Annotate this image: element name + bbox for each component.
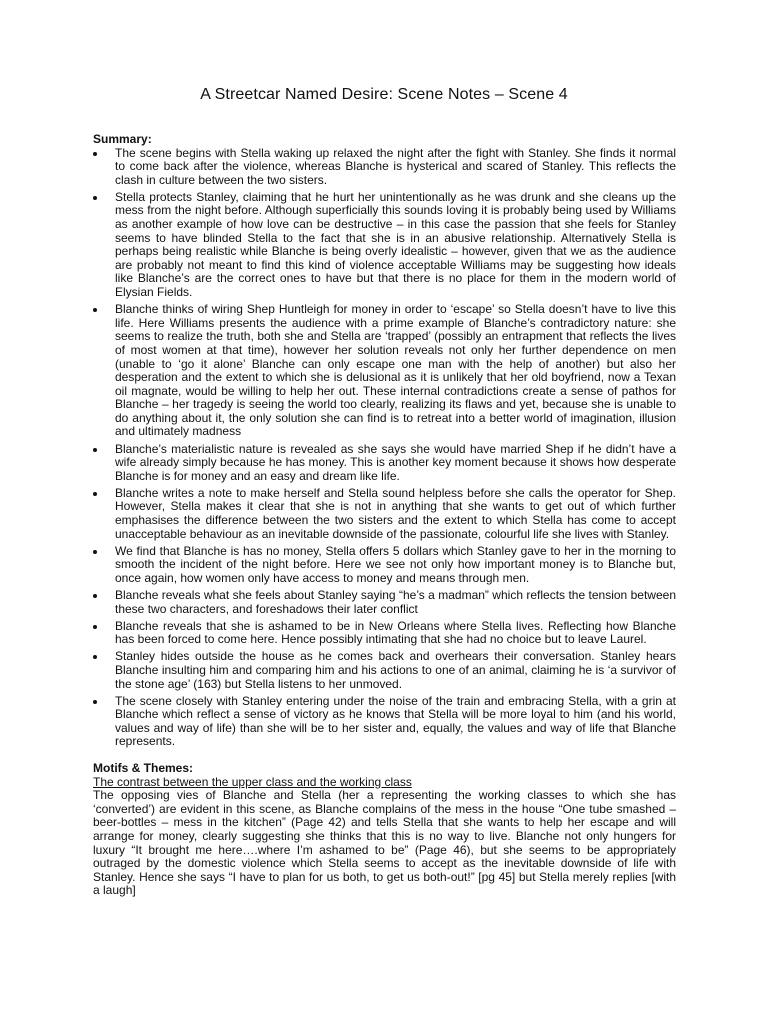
bullet-icon — [93, 700, 97, 704]
bullet-icon — [93, 308, 97, 312]
summary-item — [93, 620, 676, 647]
bullet-icon — [93, 594, 97, 598]
summary-item — [93, 191, 676, 300]
summary-item-text: Stella protects Stanley, claiming that he hurt her unintentionally as he was drunk and she cleans up the mess from the night before. Although superficially this sounds loving it is probably being used by Williams as another example of how love can be destructive – in this case the passion that she feels for Stanley seems to have blinded Stella to the fact that she is in an abusive relationship. Alternatively Stella is perhaps being realistic while Blanche is being overly idealistic – however, given that we as the audience are probably not meant to find this kind of violence acceptable Williams may be suggesting how ideals like Blanche’s are the correct ones to have but that there is no place for them in the modern world of Elysian Fields. — [115, 189, 676, 300]
summary-item — [93, 487, 676, 541]
motifs-paragraph: The opposing vies of Blanche and Stella (her a representing the working classes to which she has ‘converted’) are evident in this scene, as Blanche complains of the mess in the house “One tube smashed – beer-bottles – mess in the kitchen” (Page 42) and tells Stella that she wants to help her escape and will arrange for money, clearly suggesting she thinks that this is no way to live. Blanche not only hungers for luxury “It brought me here….where I’m ashamed to be” (Page 46), but she seems to be appropriately outraged by the domestic violence which Stella seems to accept as the inevitable downside of life with Stanley. Hence she says “I have to plan for us both, to get us both-out!” [pg 45] but Stella merely replies [with a laugh] — [93, 788, 676, 898]
summary-item — [93, 545, 676, 586]
summary-item — [93, 443, 676, 484]
bullet-icon — [93, 655, 97, 659]
bullet-icon — [93, 625, 97, 629]
summary-item — [93, 303, 676, 439]
motifs-subheading: The contrast between the upper class and the working class — [93, 774, 412, 789]
summary-item-text: Blanche writes a note to make herself and Stella sound helpless before she calls the operator for Shep. However, Stella makes it clear that she is not in anything that she wants to get out of which further emphasises the difference between the two sisters and the extent to which Stella has come to accept unacceptable behaviour as an inevitable downside of the passionate, colourful life she lives with Stanley. — [115, 485, 676, 541]
summary-item — [93, 589, 676, 616]
summary-item — [93, 650, 676, 691]
document-body — [93, 133, 676, 898]
bullet-icon — [93, 152, 97, 156]
summary-item-text: The scene closely with Stanley entering under the noise of the train and embracing Stella, with a grin at Blanche which reflect a sense of victory as he knows that Stella will be more loyal to him (and his world, values and way of life) than she will be to her sister and, equally, the values and way of life that Blanche represents. — [115, 693, 676, 749]
summary-item-text: Blanche thinks of wiring Shep Huntleigh for money in order to ‘escape’ so Stella doesn’t have to live this life. Here Williams presents the audience with a prime example of Blanche’s contradictory nature: she seems to realize the truth, both she and Stella are ‘trapped’ (possibly an entrapment that reflects the lives of most women at that time), however her solution reveals not only her further dependence on men (unable to ‘go it alone’ Blanche can only escape one man with the help of another) but also her desperation and the extent to which she is delusional as it is unlikely that her old boyfriend, now a Texan oil magnate, would be willing to help her out. These internal contradictions create a sense of pathos for Blanche – her tragedy is seeing the world too clearly, realizing its flaws and yet, because she is unable to do anything about it, the only solution she can find is to retreat into a better world of imagination, illusion and ultimately madness — [115, 302, 676, 439]
summary-item-text: Blanche’s materialistic nature is revealed as she says she would have married Shep if he didn’t have a wife already simply because he has money. This is another key moment because it shows how desperate Blanche is for money and an easy and dream like life. — [115, 441, 676, 483]
bullet-icon — [93, 550, 97, 554]
bullet-icon — [93, 196, 97, 200]
summary-heading: Summary: — [93, 132, 152, 146]
summary-item-text: We find that Blanche is has no money, Stella offers 5 dollars which Stanley gave to her in the morning to smooth the incident of the night before. Here we see not only how important money is to Blanche but, once again, how women only have access to money and means through men. — [115, 543, 676, 585]
bullet-icon — [93, 448, 97, 452]
summary-item-text: Stanley hides outside the house as he comes back and overhears their conversation. Stanley hears Blanche insulting him and comparing him and his actions to one of an animal, claiming he is ‘a survivor of the stone age’ (163) but Stella listens to her unmoved. — [115, 649, 676, 691]
summary-item-text: Blanche reveals that she is ashamed to be in New Orleans where Stella lives. Reflecting how Blanche has been forced to come here. Hence possibly intimating that she had no choice but to leave Laurel. — [115, 618, 676, 647]
motifs-heading: Motifs & Themes: — [93, 761, 194, 776]
summary-item — [93, 147, 676, 188]
summary-list — [93, 147, 676, 749]
summary-item — [93, 695, 676, 749]
bullet-icon — [93, 492, 97, 496]
summary-item-text: The scene begins with Stella waking up relaxed the night after the fight with Stanley. She finds it normal to come back after the violence, whereas Blanche is hysterical and scared of Stanley. This reflects the clash in culture between the two sisters. — [115, 145, 676, 187]
summary-item-text: Blanche reveals what she feels about Stanley saying “he’s a madman” which reflects the tension between these two characters, and foreshadows their later conflict — [115, 588, 676, 616]
page-title: A Streetcar Named Desire: Scene Notes – Scene 4 — [200, 86, 568, 103]
